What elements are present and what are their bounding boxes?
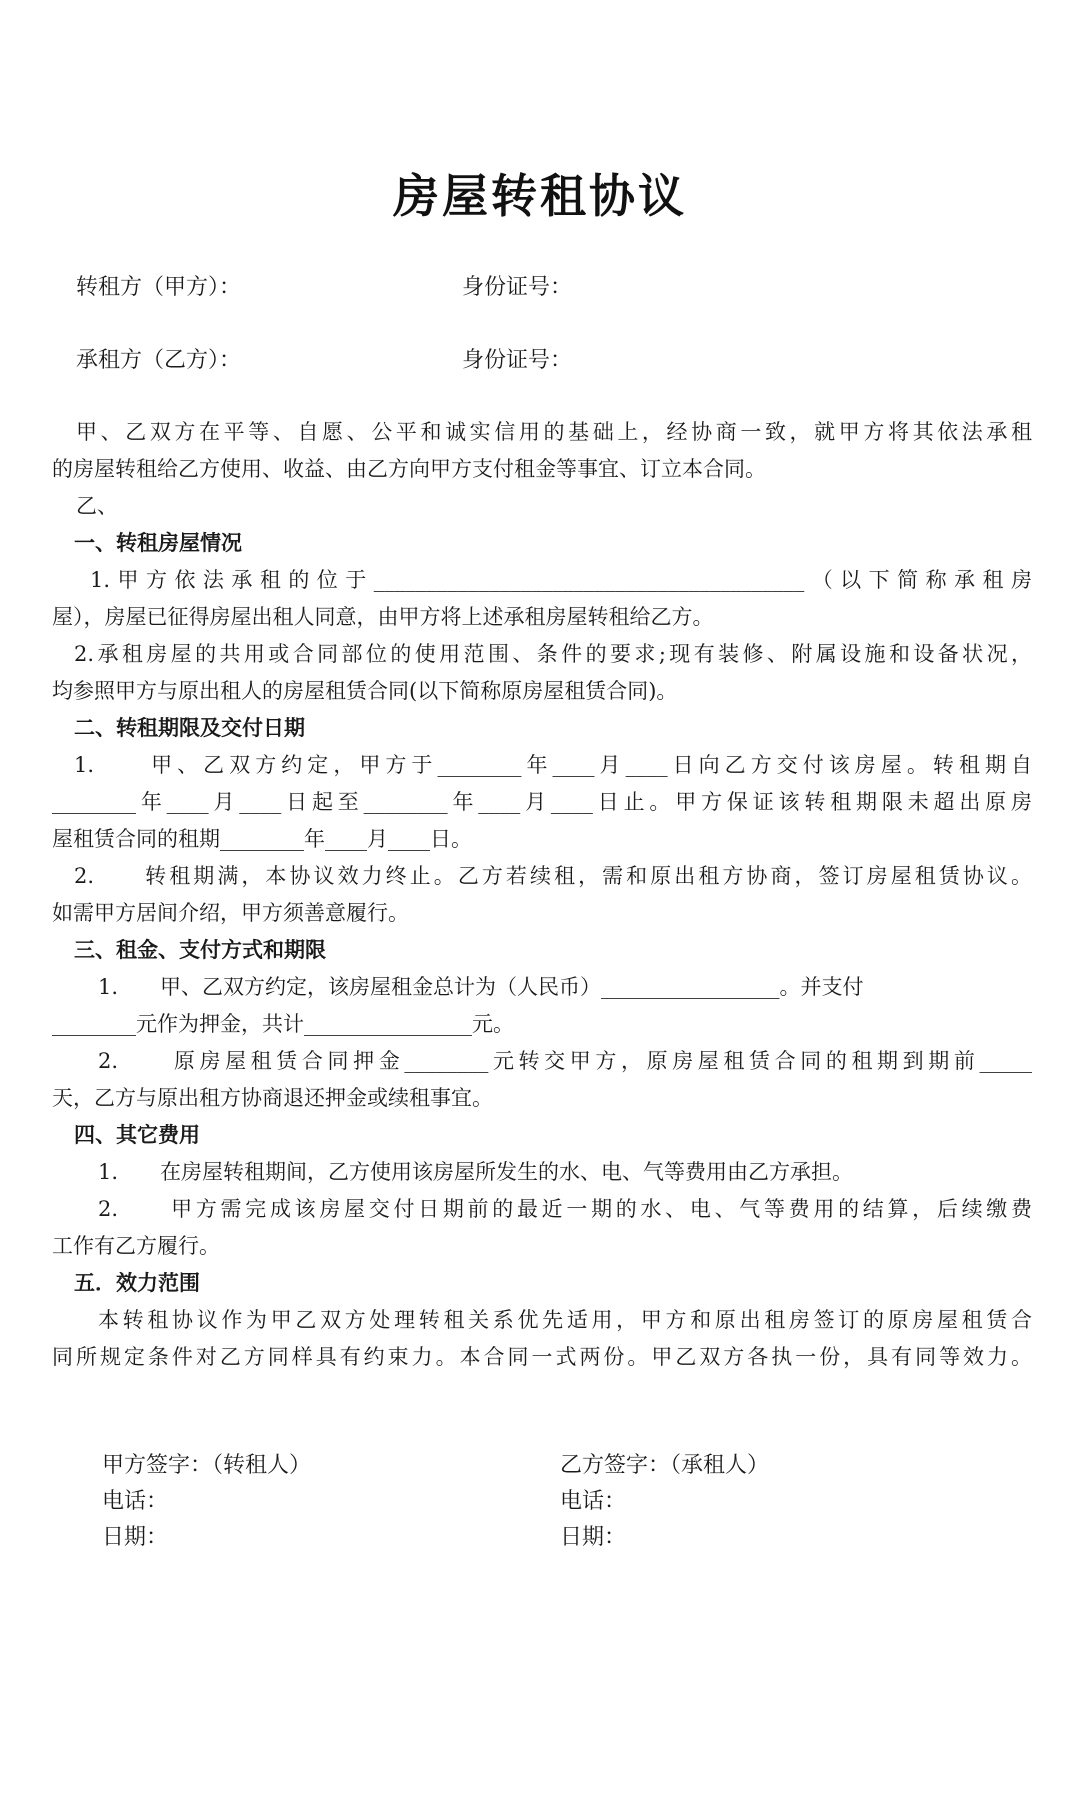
- party-a-id-label: 身份证号：: [462, 275, 573, 300]
- signature-block-b: [560, 1448, 769, 1556]
- section-2-line: ________年____月____日起至________年____月____日止。甲方保证该转租期限未超出原房: [52, 790, 1032, 814]
- section-5-line: 本转租协议作为甲乙双方处理转租关系优先适用，甲方和原出租房签订的原房屋租赁合: [98, 1308, 1032, 1332]
- party-a-label: 转租方（甲方）：: [76, 275, 242, 300]
- section-3-line: 天，乙方与原出租方协商退还押金或续租事宜。: [52, 1086, 493, 1110]
- section-3-heading: 三、租金、支付方式和期限: [74, 938, 326, 962]
- section-2-line: 如需甲方居间介绍，甲方须善意履行。: [52, 901, 409, 925]
- party-b-label: 承租方（乙方）：: [76, 348, 242, 373]
- party-b-id-label: 身份证号：: [462, 348, 573, 373]
- section-1-line: 均参照甲方与原出租人的房屋租赁合同(以下简称原房屋租赁合同)。: [52, 679, 678, 703]
- party-b-phone-label: 电话：: [560, 1489, 627, 1514]
- party-b-signature-label: 乙方签字：（承租人）: [560, 1453, 770, 1478]
- intro-line: 甲、乙双方在平等、自愿、公平和诚实信用的基础上，经协商一致，就甲方将其依法承租: [76, 420, 1032, 444]
- section-1-line: 2.承租房屋的共用或合同部位的使用范围、条件的要求;现有装修、附属设施和设备状况，: [74, 642, 1032, 666]
- section-5-line: 同所规定条件对乙方同样具有约束力。本合同一式两份。甲乙双方各执一份，具有同等效力。: [52, 1345, 1032, 1369]
- section-2-line: 2. 转租期满，本协议效力终止。乙方若续租，需和原出租方协商，签订房屋租赁协议。: [74, 864, 1032, 888]
- section-4-line: 2. 甲方需完成该房屋交付日期前的最近一期的水、电、气等费用的结算，后续缴费: [98, 1197, 1032, 1221]
- section-1-heading: 一、转租房屋情况: [74, 531, 242, 555]
- section-5-heading: 五．效力范围: [74, 1271, 200, 1295]
- intro-line: 乙、: [76, 494, 118, 518]
- contract-body: [52, 414, 1032, 1376]
- section-2-line: 屋租赁合同的租期________年____月____日。: [52, 827, 472, 851]
- party-a-signature-label: 甲方签字：（转租人）: [102, 1453, 312, 1478]
- section-4-heading: 四、其它费用: [74, 1123, 200, 1147]
- party-b-date-label: 日期：: [560, 1525, 627, 1550]
- section-2-line: 1. 甲、乙双方约定，甲方于________年____月____日向乙方交付该房屋。转租期自: [74, 753, 1032, 777]
- section-1-line: 屋），房屋已征得房屋出租人同意，由甲方将上述承租房屋转租给乙方。: [52, 605, 714, 629]
- party-a-phone-label: 电话：: [102, 1489, 169, 1514]
- page-title: 房屋转租协议: [393, 169, 687, 223]
- signature-block-a: [102, 1448, 311, 1556]
- section-1-line: 1.甲方依法承租的位于_________________________________________（以下简称承租房: [90, 568, 1032, 592]
- intro-line: 的房屋转租给乙方使用、收益、由乙方向甲方支付租金等事宜、订立本合同。: [52, 457, 766, 481]
- section-4-line: 1. 在房屋转租期间，乙方使用该房屋所发生的水、电、气等费用由乙方承担。: [98, 1160, 854, 1184]
- section-3-line: ________元作为押金，共计________________元。: [52, 1012, 514, 1036]
- party-a-date-label: 日期：: [102, 1525, 169, 1550]
- section-3-line: 1. 甲、乙双方约定，该房屋租金总计为（人民币）_________________。并支付: [98, 975, 864, 999]
- section-2-heading: 二、转租期限及交付日期: [74, 716, 305, 740]
- section-4-line: 工作有乙方履行。: [52, 1234, 220, 1258]
- section-3-line: 2. 原房屋租赁合同押金________元转交甲方，原房屋租赁合同的租期到期前_____: [98, 1049, 1032, 1073]
